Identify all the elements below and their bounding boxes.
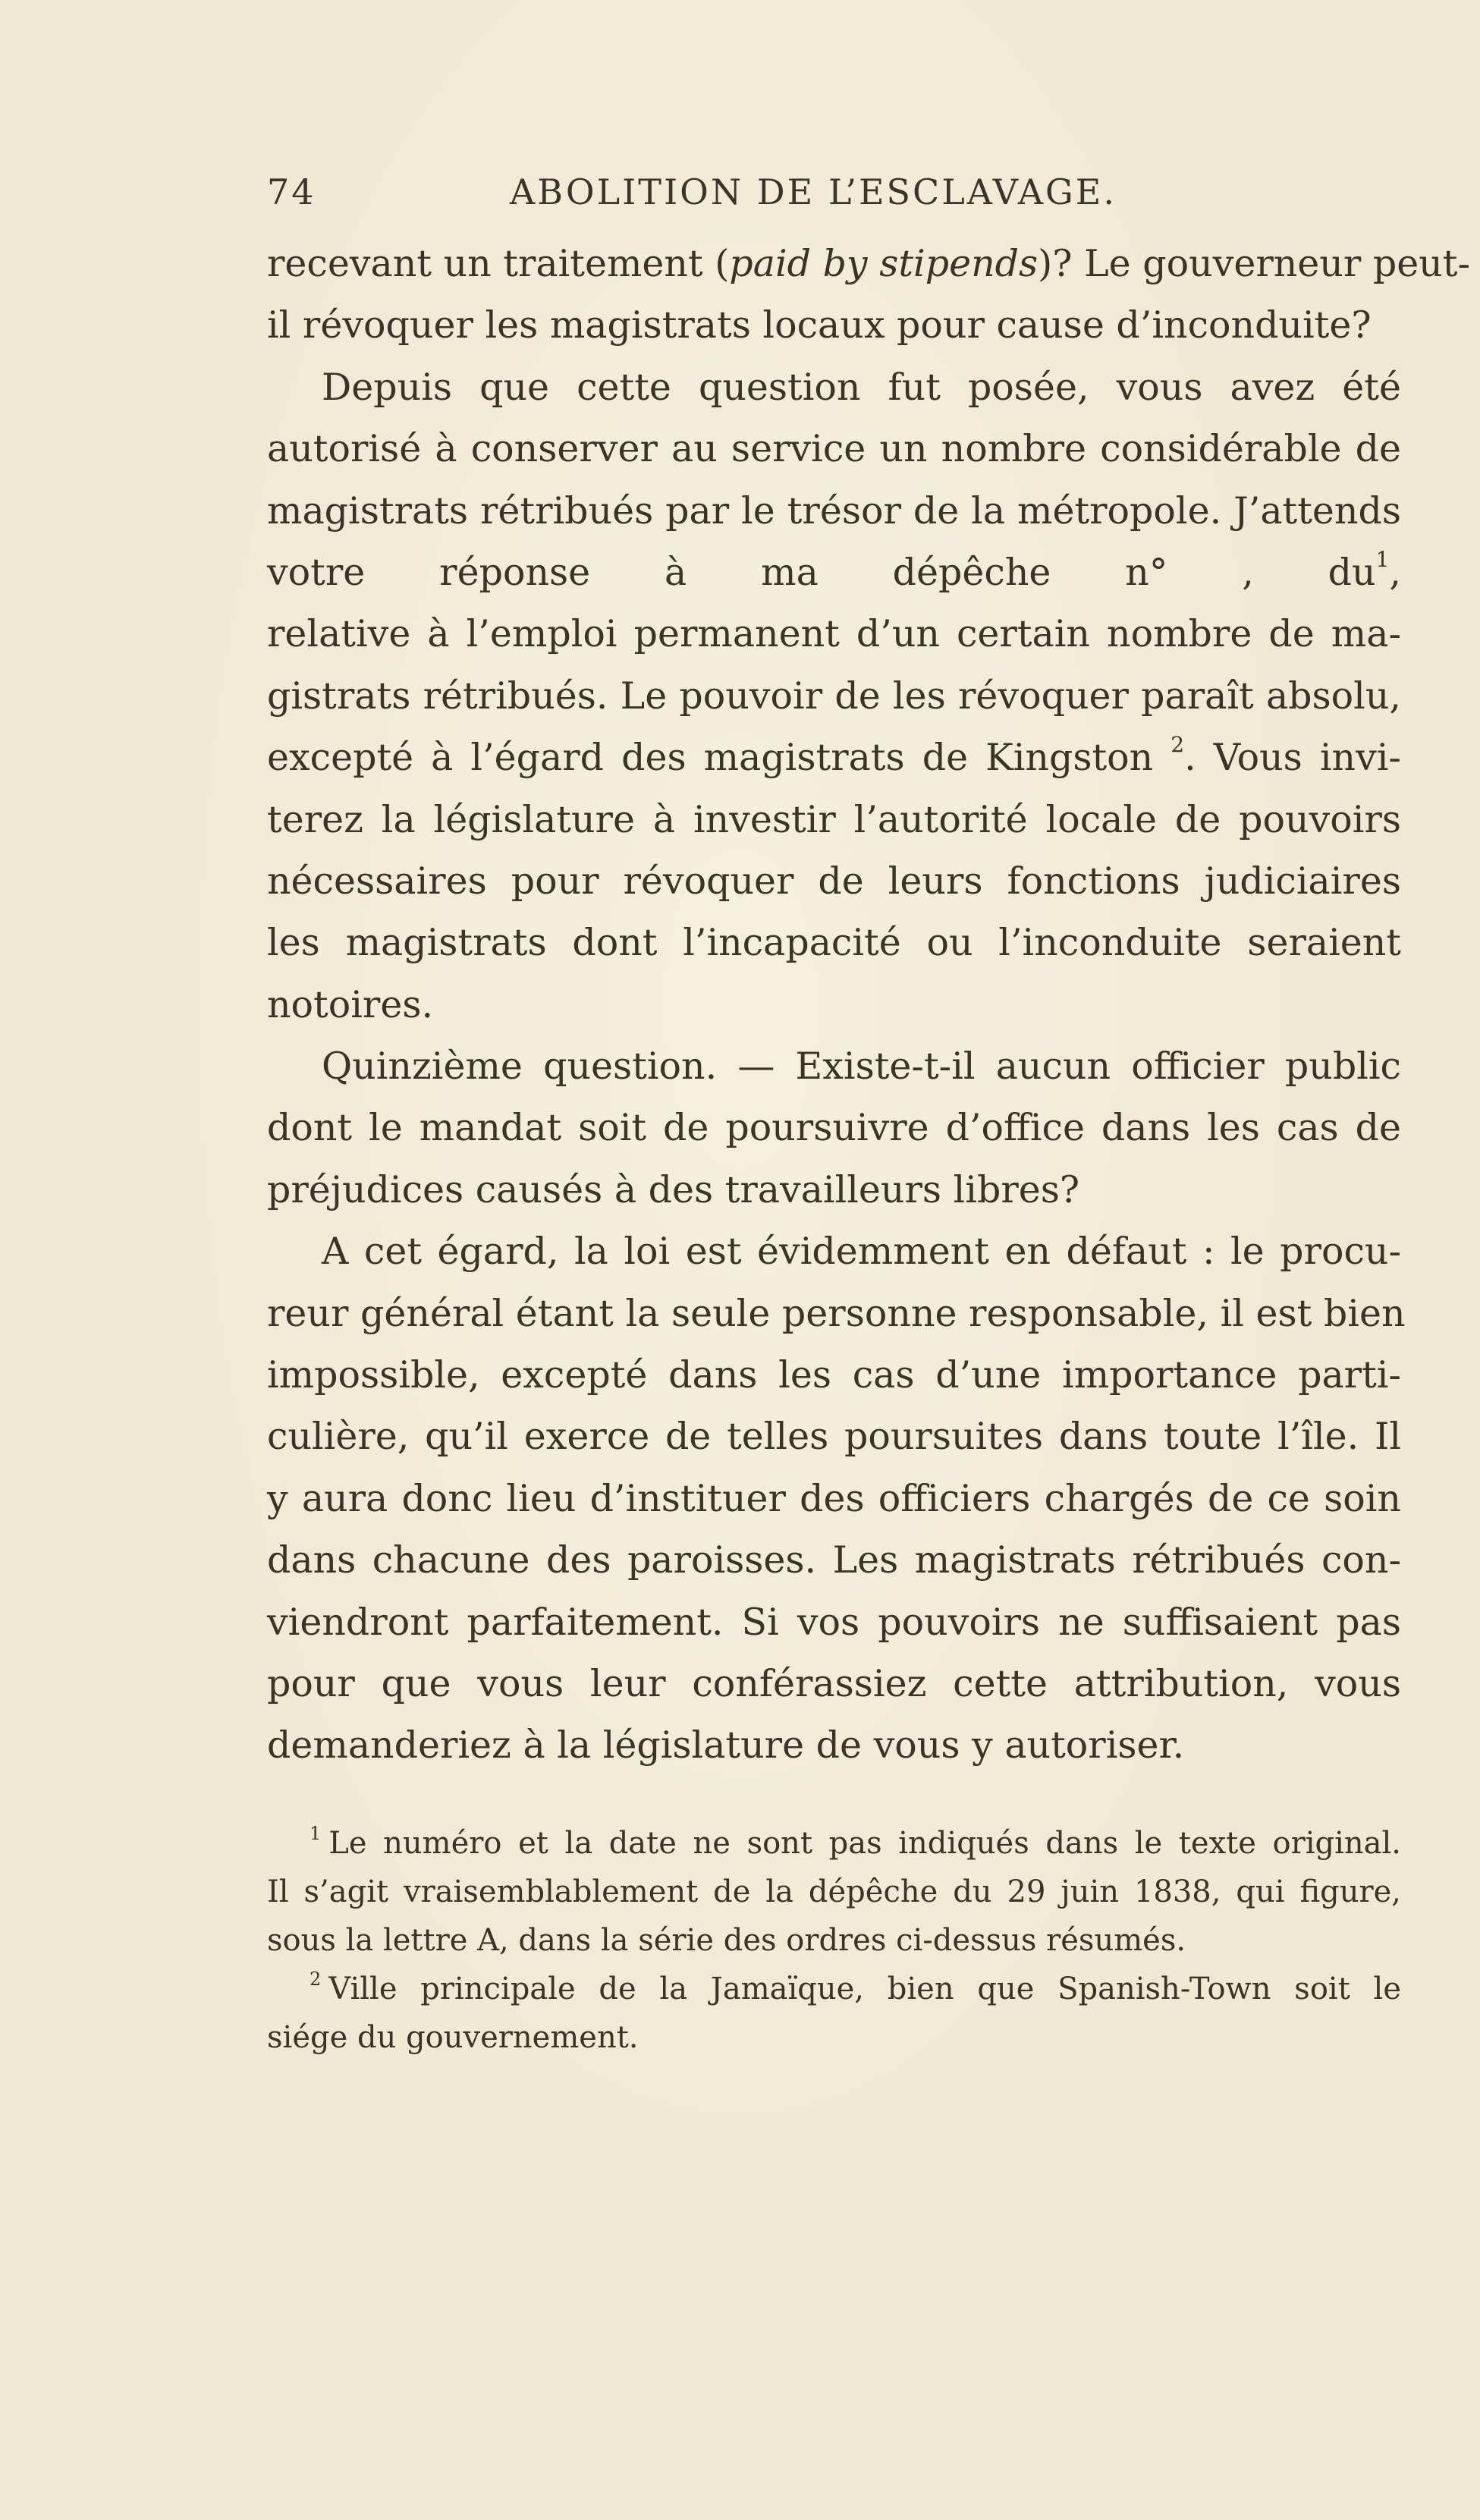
italic-english-phrase: paid by stipends [729, 242, 1039, 285]
running-title: ABOLITION DE L’ESCLAVAGE. [510, 171, 1117, 212]
text-line: nécessaires pour révoquer de leurs fonctions judiciaires [267, 859, 1401, 903]
footnote-reference-2: 2 [1170, 732, 1185, 758]
text-line: il révoquer les magistrats locaux pour cause d’inconduite? [267, 303, 1372, 347]
text-line: préjudices causés à des travailleurs libres? [267, 1167, 1080, 1211]
text-line: viendront parfaitement. Si vos pouvoirs ne suffisaient pas [267, 1600, 1401, 1644]
text-line: demanderiez à la législature de vous y autoriser. [267, 1723, 1185, 1767]
text-line: culière, qu’il exerce de telles poursuites dans toute l’île. Il [267, 1415, 1401, 1459]
text-line: notoires. [267, 982, 434, 1026]
footnote-mark-1: 1 [310, 1823, 322, 1844]
text-line: autorisé à conserver au service un nombre considérable de [267, 427, 1401, 471]
text-line: relative à l’emploi permanent d’un certain nombre de ma- [267, 612, 1401, 656]
text-line: terez la législature à investir l’autorité locale de pouvoirs [267, 797, 1401, 841]
text-line: reur général étant la seule personne responsable, il est bien [267, 1291, 1406, 1335]
footnote-1: $^1$ Le numéro et la date ne sont pas indiqués dans le texte original. [310, 1823, 1401, 1861]
page-header [267, 165, 1215, 218]
footnote-mark-2: 2 [310, 1969, 322, 1990]
footnote-reference-1: 1 [1375, 546, 1390, 572]
text-line: les magistrats dont l’incapacité ou l’inconduite seraient [267, 921, 1401, 965]
text-line: magistrats rétribués par le trésor de la métropole. J’attends [267, 489, 1401, 533]
footnote-line: sous la lettre A, dans la série des ordres ci-dessus résumés. [267, 1923, 1186, 1958]
text-line: dans chacune des paroisses. Les magistrats rétribués con- [267, 1538, 1401, 1582]
footnote-line: siége du gouvernement. [267, 2020, 639, 2055]
text-line: pour que vous leur conférassiez cette attribution, vous [267, 1661, 1401, 1705]
paragraph-start-line: Quinzième question. — Existe-t-il aucun officier public [322, 1045, 1401, 1089]
main-text [267, 233, 1471, 1777]
text-line: excepté à l’égard des magistrats de Kingston $^2$. Vous invi- [267, 732, 1401, 780]
text-line: dont le mandat soit de poursuivre d’office dans les cas de [267, 1106, 1401, 1150]
page-number: 74 [267, 171, 316, 212]
footnote-line: Il s’agit vraisemblablement de la dépêche du 29 juin 1838, qui figure, [267, 1874, 1401, 1909]
text-line: impossible, excepté dans les cas d’une importance parti- [267, 1353, 1401, 1397]
footnote-2: $^2$ Ville principale de la Jamaïque, bien que Spanish-Town soit le [310, 1969, 1401, 2006]
paragraph-start-line: Depuis que cette question fut posée, vous avez été [322, 365, 1401, 409]
footnotes [267, 1819, 1401, 2062]
text-line: votre réponse à ma dépêche n° , $du^1$, [267, 546, 1401, 594]
text-line: gistrats rétribués. Le pouvoir de les révoquer paraît absolu, [267, 674, 1401, 718]
text-line: y aura donc lieu d’instituer des officiers chargés de ce soin [267, 1476, 1401, 1520]
paragraph-start-line: A cet égard, la loi est évidemment en défaut : le procu- [322, 1230, 1401, 1274]
text-line: recevant un traitement (paid by stipends)? Le gouverneur peut- [267, 242, 1471, 285]
